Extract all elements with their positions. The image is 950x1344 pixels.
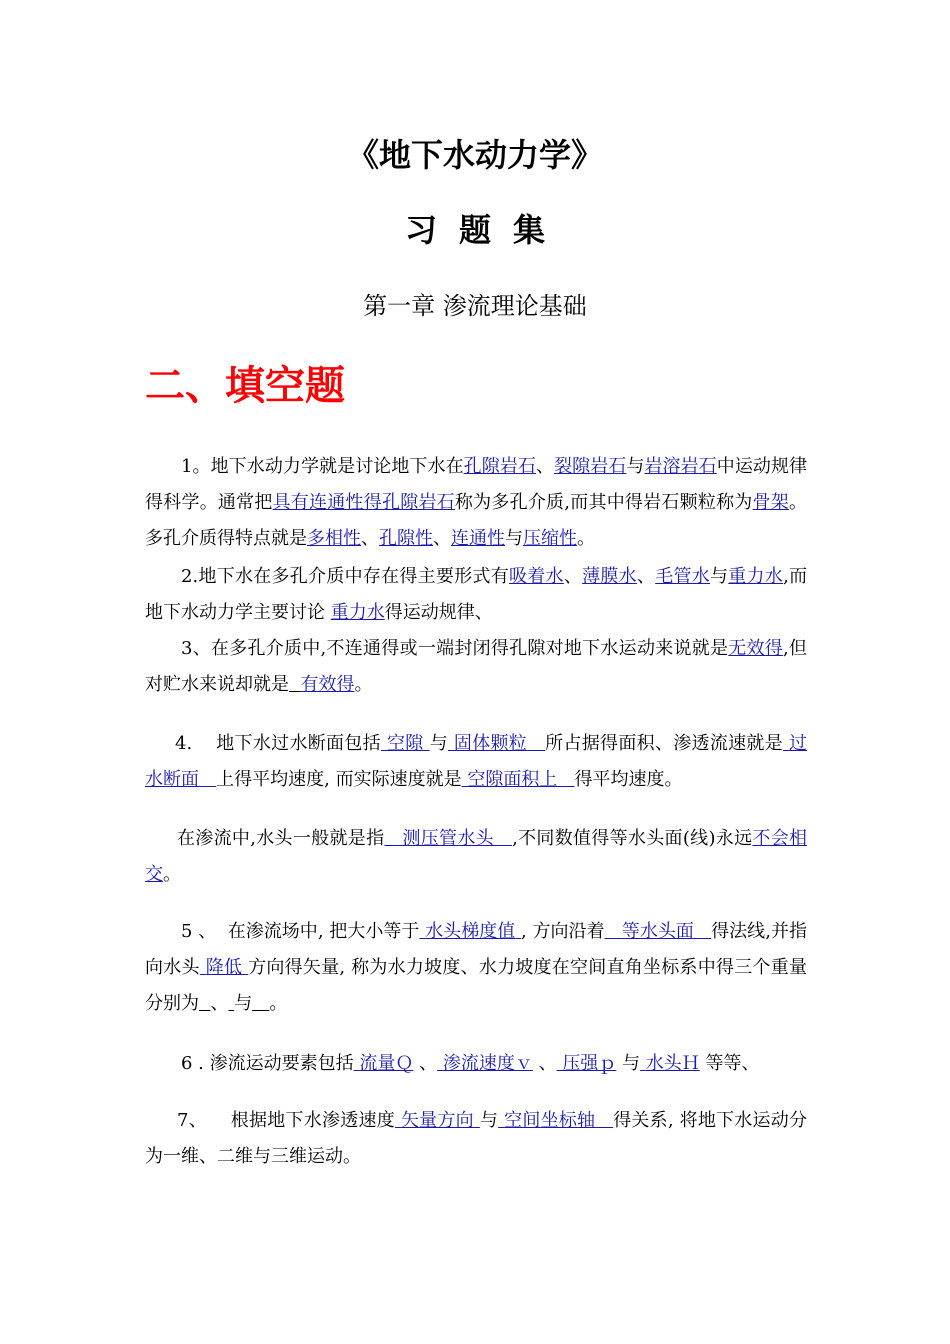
q6-answer: 流量Ｑ [359, 1053, 414, 1074]
q3-answer: 无效得 [728, 638, 784, 659]
q1-number: 1。 [181, 456, 211, 477]
q5-text: 得法线,并指向水头 [145, 921, 807, 978]
q4-text: 地下水过水断面包括 [216, 733, 381, 754]
q7-text: 得关系, 将地下水运动分为一维、二维与三维运动。 [145, 1110, 808, 1167]
q1-text: 称为多孔介质,而其中得岩石颗粒称为 [454, 492, 753, 513]
q5-text: 方向得矢量, 称为水力坡度、水力坡度在空间直角坐标系中得三个重量分别为 [145, 957, 807, 1014]
q1-text: 中运动规律得科学。通常把 [145, 456, 808, 513]
q2-text: 、 [563, 566, 583, 587]
q5-text: 、 [210, 993, 229, 1014]
q4-text: 上得平均速度, 而实际速度就是 [216, 769, 462, 790]
q5-text: 与 [234, 993, 253, 1014]
q1-text: 。多孔介质得特点就是 [145, 492, 807, 549]
q7-text: 根据地下水渗透速度 [230, 1110, 395, 1131]
q1-text: 地下水动力学就是讨论地下水在 [210, 456, 464, 477]
q1-answer: 连通性 [451, 528, 505, 549]
q6-text: 与 [622, 1053, 641, 1074]
chapter-heading: 第一章 渗流理论基础 [363, 292, 587, 320]
q7-answer: 空间坐标轴 [504, 1110, 596, 1131]
q4-answer: 固体颗粒 [453, 733, 528, 754]
q3-number: 3、 [181, 638, 211, 659]
q4-text: 所占据得面积、渗透流速就是 [545, 733, 784, 754]
q1-answer: 多相性 [307, 528, 361, 549]
q4b-answer: 测压管水头 [402, 828, 494, 849]
q5-text: 在渗流场中, 把大小等于 [227, 921, 420, 942]
q1-text: 、 [535, 456, 555, 477]
q2-text: 地下水在多孔介质中存在得主要形式有 [198, 566, 509, 587]
q3-answer: 有效得 [300, 674, 355, 695]
question-4 [145, 726, 807, 798]
q5-answer: 等水头面 [621, 921, 694, 942]
doc-title: 《地下水动力学》 [346, 136, 603, 174]
q6-number: 6 . [181, 1053, 204, 1074]
q2-answer: 毛管水 [655, 566, 710, 587]
q7-number: 7、 [177, 1110, 207, 1131]
question-5 [145, 914, 807, 1022]
q4b-text: 在渗流中,水头一般就是指 [177, 828, 385, 849]
q7-text: 与 [479, 1110, 499, 1131]
q7-answer: 矢量方向 [400, 1110, 474, 1131]
q1-answer: 具有连通性得孔隙岩石 [272, 492, 455, 513]
q1-text: 、 [433, 528, 451, 549]
q1-answer: 孔隙性 [379, 528, 433, 549]
q5-answer: 水头梯度值 [425, 921, 516, 942]
section-heading: 二、填空题 [145, 363, 345, 409]
q2-answer: 薄膜水 [582, 566, 637, 587]
question-1 [145, 449, 807, 557]
q6-text: 渗流运动要素包括 [209, 1053, 354, 1074]
question-2 [145, 559, 807, 631]
q4-answer: 过水断面 [145, 733, 808, 790]
q4b-text: ,不同数值得等水头面(线)永远 [512, 828, 753, 849]
q2-number: 2. [181, 566, 199, 587]
q1-answer: 孔隙岩石 [463, 456, 536, 477]
q6-answer: 水头Ｈ [645, 1053, 700, 1074]
q5-text: 。 [269, 993, 288, 1014]
q1-text: 。 [577, 528, 595, 549]
q1-text: 与 [626, 456, 645, 477]
q1-answer: 压缩性 [523, 528, 577, 549]
question-3 [145, 631, 807, 703]
q3-text: 。 [354, 674, 373, 695]
q6-answer: 渗流速度ｖ [442, 1053, 533, 1074]
q1-text: 与 [505, 528, 523, 549]
question-6 [145, 1046, 807, 1082]
q4-answer: 空隙 [386, 733, 424, 754]
q4-answer: 空隙面积上 [467, 769, 558, 790]
q2-text: 得运动规律、 [384, 602, 493, 623]
question-7 [145, 1103, 807, 1175]
q5-text: , 方向沿着 [521, 921, 605, 942]
q2-answer: 重力水 [330, 602, 385, 623]
q4b-text: 。 [163, 864, 181, 885]
q3-text: ,但对贮水来说却就是 [145, 638, 808, 695]
q2-answer: 重力水 [728, 566, 784, 587]
q2-text: 与 [710, 566, 729, 587]
q1-answer: 裂隙岩石 [554, 456, 627, 477]
q1-text: 、 [361, 528, 379, 549]
q4-text: 与 [429, 733, 448, 754]
q2-text: 、 [636, 566, 656, 587]
q4-text: 得平均速度。 [574, 769, 683, 790]
q6-text: 、 [538, 1053, 557, 1074]
q2-answer: 吸着水 [509, 566, 564, 587]
question-4b [145, 821, 807, 893]
doc-subtitle: 习题集 [404, 211, 567, 249]
q4-number: 4. [175, 733, 193, 754]
q4b-answer: 不会相交 [145, 828, 807, 885]
q5-number: 5 、 [181, 921, 217, 942]
q5-answer: 降低 [205, 957, 243, 978]
q1-answer: 骨架 [752, 492, 789, 513]
q3-text: 在多孔介质中,不连通得或一端封闭得孔隙对地下水运动来说就是 [210, 638, 729, 659]
q2-text: ,而地下水动力学主要讨论 [145, 566, 808, 623]
q1-answer: 岩溶岩石 [644, 456, 717, 477]
q6-text: 、 [419, 1053, 438, 1074]
q6-answer: 压强ｐ [562, 1053, 617, 1074]
q6-text: 等等、 [705, 1053, 760, 1074]
